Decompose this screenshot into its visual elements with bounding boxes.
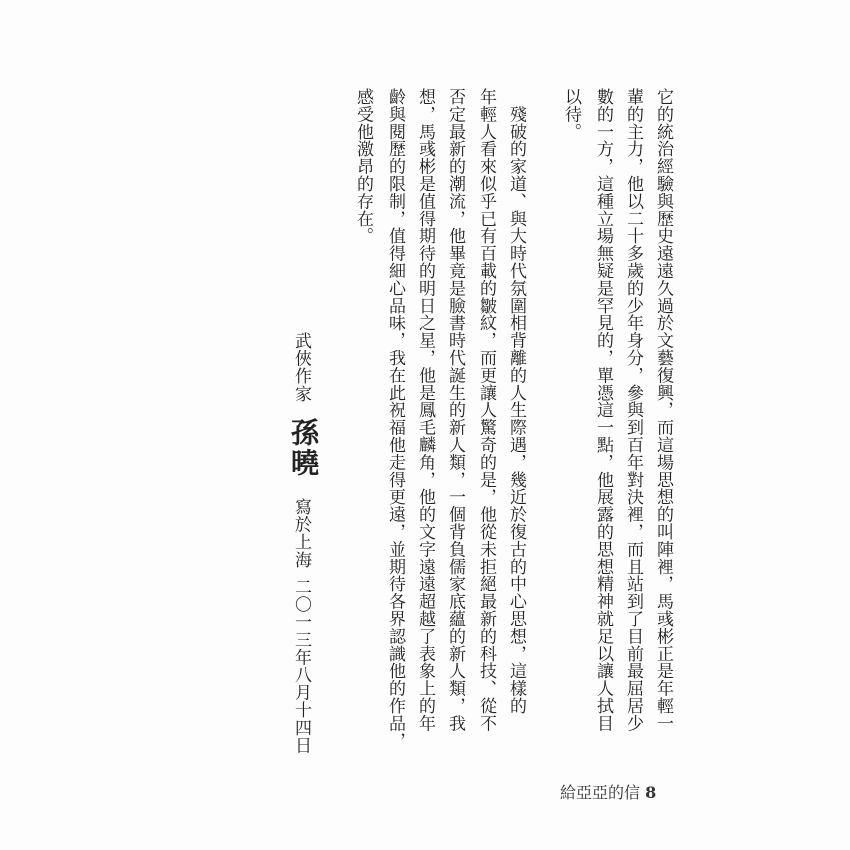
author-name: 孫曉 <box>287 418 320 478</box>
author-title: 武俠作家 <box>291 332 311 403</box>
signature-place: 寫於上海 <box>291 498 311 569</box>
text-column: 以待。 <box>561 88 581 141</box>
page-number: 8 <box>645 783 657 802</box>
signature-date: 二〇一三年八月十四日 <box>291 578 311 754</box>
text-column: 數的一方，這種立場無疑是罕見的，單憑這一點，他展露的思想精神就足以讓人拭目 <box>593 88 613 732</box>
running-title: 給亞亞的信 <box>560 783 641 802</box>
text-column: 齡與閱歷的限制，值得細心品味，我在此祝福他走得更遠，並期待各界認識他的作品， <box>385 88 405 750</box>
text-column: 年輕人看來似乎已有百載的皺紋，而更讓人驚奇的是，他從未拒絕最新的科技、從不 <box>476 88 496 732</box>
page-footer <box>560 780 656 803</box>
text-column: 感受他激昂的存在。 <box>353 88 373 245</box>
text-column: 它的統治經驗與歷史遠遠久過於文藝復興，而這場思想的叫陣裡，馬彧彬正是年輕一 <box>653 88 673 732</box>
text-column: 否定最新的潮流，他畢竟是臉書時代誕生的新人類，一個背負儒家底蘊的新人類，我 <box>445 88 465 732</box>
text-column: 殘破的家道、與大時代氛圍相背離的人生際遇，幾近於復古的中心思想，這樣的 <box>506 88 526 715</box>
text-column: 想，馬彧彬是值得期待的明日之星，他是鳳毛麟角，他的文字遠遠超越了表象上的年 <box>415 88 435 732</box>
text-column: 輩的主力，他以二十多歲的少年身分，參與到百年對決裡，而且站到了目前最屈居少 <box>623 88 643 732</box>
